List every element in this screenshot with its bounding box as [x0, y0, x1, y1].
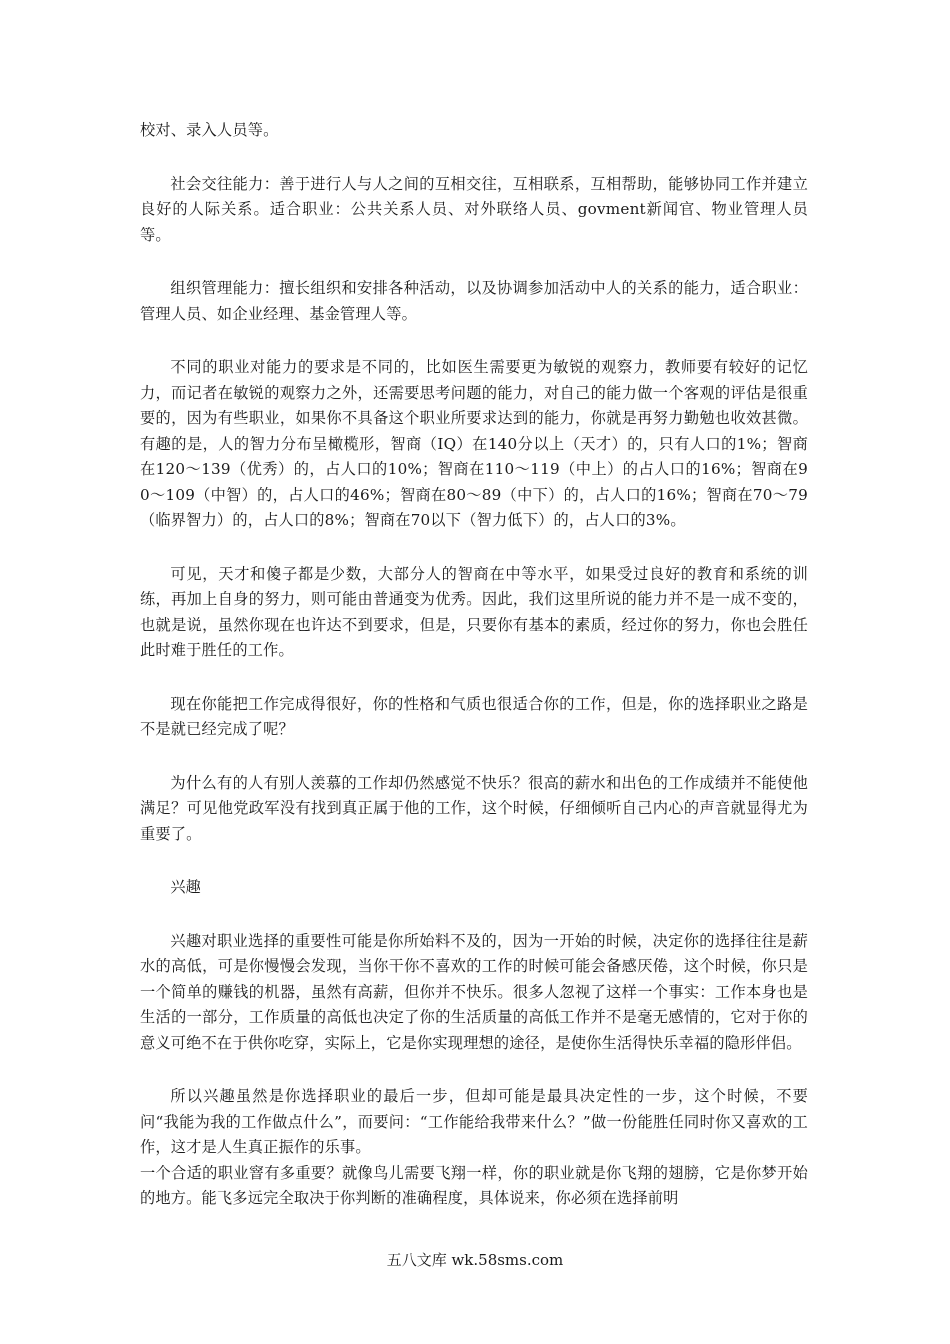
- section-heading-interest: 兴趣: [170, 878, 201, 896]
- paragraph-career-path: 现在你能把工作完成得很好，你的性格和气质也很适合你的工作，但是，你的选择职业之路是不是就已经完成了呢？: [140, 694, 808, 738]
- paragraph-average-intelligence: 可见，天才和傻子都是少数，大部分人的智商在中等水平，如果受过良好的教育和系统的训练，再加上自身的努力，则可能由普通变为优秀。因此，我们这里所说的能力并不是一成不变的，也就是说，虽然你现在也许达不到要求，但是，只要你有基本的素质，经过你的努力，你也会胜任此时难于胜任的工作。: [140, 564, 808, 659]
- paragraph-continuation: 校对、录入人员等。: [140, 121, 279, 139]
- document-body: [140, 118, 808, 1212]
- paragraph-social-ability: 社会交往能力：善于进行人与人之间的互相交往，互相联系，互相帮助，能够协同工作并建立良好的人际关系。适合职业：公共关系人员、对外联络人员、govment新闻官、物业管理人员等。: [140, 174, 808, 244]
- paragraph-interest-decisive: 所以兴趣虽然是你选择职业的最后一步，但却可能是最具决定性的一步，这个时候，不要问“我能为我的工作做点什么”，而要问：“工作能给我带来什么？”做一份能胜任同时你又喜欢的工作，这才是人生真正振作的乐事。: [140, 1087, 808, 1156]
- paragraph-unhappy-at-work: 为什么有的人有别人羡慕的工作却仍然感觉不快乐？很高的薪水和出色的工作成绩并不能使他满足？可见他党政军没有找到真正属于他的工作，这个时候，仔细倾听自己内心的声音就显得尤为重要了。: [140, 773, 808, 843]
- paragraph-interest-importance: 兴趣对职业选择的重要性可能是你所始料不及的，因为一开始的时候，决定你的选择往往是薪水的高低，可是你慢慢会发现，当你干你不喜欢的工作的时候可能会备感厌倦，这个时候，你只是一个简单的赚钱的机器，虽然有高薪，但你并不快乐。很多人忽视了这样一个事实：工作本身也是生活的一部分，工作质量的高低也决定了你的生活质量的高低工作并不是毫无感情的，它对于你的意义可绝不在于供你吃穿，实际上，它是你实现理想的途径，是使你生活得快乐幸福的隐形伴侣。: [140, 931, 808, 1052]
- paragraph-ability-requirements: 不同的职业对能力的要求是不同的，比如医生需要更为敏锐的观察力，教师要有较好的记忆力，而记者在敏锐的观察力之外，还需要思考问题的能力，对自己的能力做一个客观的评估是很重要的，因为有些职业，如果你不具备这个职业所要求达到的能力，你就是再努力勤勉也收效甚微。有趣的是，人的智力分布呈橄榄形，智商（IQ）在140分以上（天才）的，只有人口的1%；智商在120～139（优秀）的，占人口的10%；智商在110～119（中上）的占人口的16%；智商在90～109（中智）的，占人口的46%；智商在80～89（中下）的，占人口的16%；智商在70～79（临界智力）的，占人口的8%；智商在70以下（智力低下）的，占人口的3%。: [140, 358, 808, 529]
- paragraph-suitable-career: 一个合适的职业窨有多重要？就像鸟儿需要飞翔一样，你的职业就是你飞翔的翅膀，它是你梦开始的地方。能飞多远完全取决于你判断的准确程度，具体说来，你必须在选择前明: [140, 1163, 808, 1207]
- page-footer-watermark: 五八文库 wk.58sms.com: [386, 1251, 564, 1269]
- paragraph-management-ability: 组织管理能力：擅长组织和安排各种活动，以及协调参加活动中人的关系的能力，适合职业：管理人员、如企业经理、基金管理人等。: [140, 279, 808, 323]
